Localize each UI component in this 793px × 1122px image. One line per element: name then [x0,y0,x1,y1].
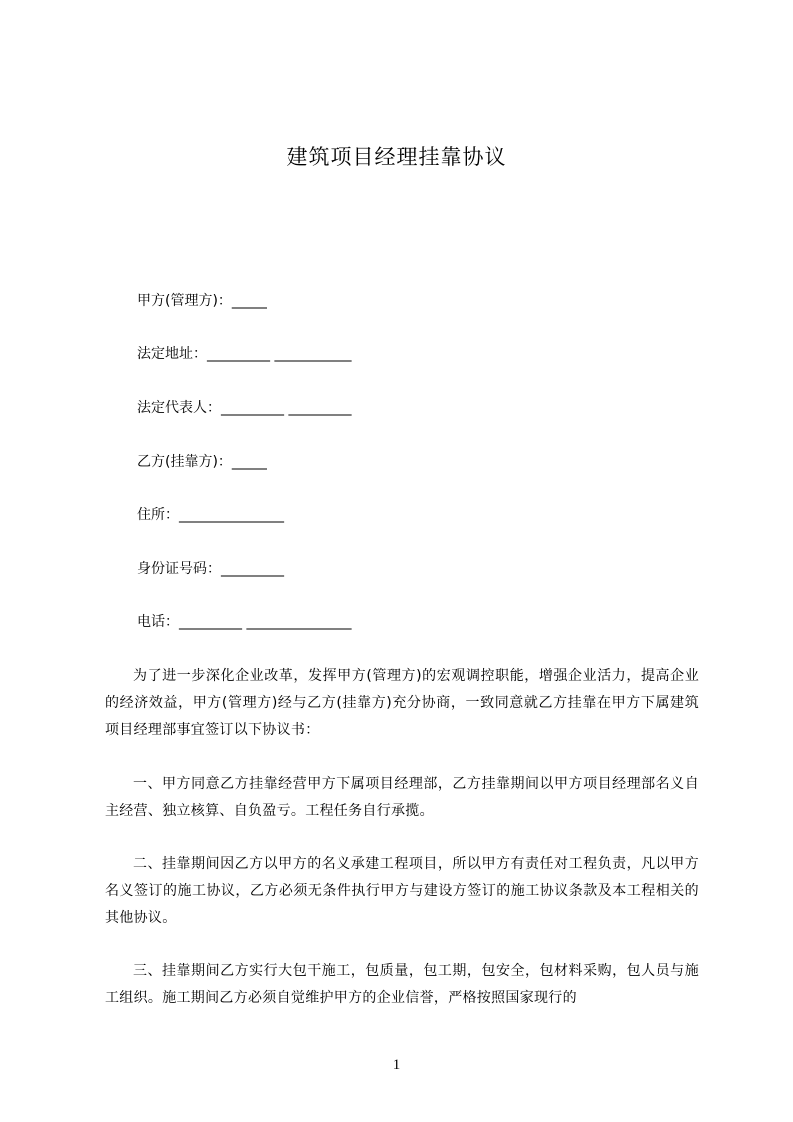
residence-field: 住所：_______________ [137,507,284,523]
preamble-paragraph: 为了进一步深化企业改革，发挥甲方(管理方)的宏观调控职能，增强企业活力，提高企业的经济效益，甲方(管理方)经与乙方(挂靠方)充分协商，一致同意就乙方挂靠在甲方下属建筑项目经理部事宜签订以下协议书： [105,668,699,738]
phone-field: 电话：_________ _______________ [137,614,352,630]
page-number: 1 [392,1057,401,1073]
party-b-name-field: 乙方(挂靠方)：_____ [137,454,267,470]
id-number-field: 身份证号码：_________ [137,561,284,577]
clause-3-paragraph: 三、挂靠期间乙方实行大包干施工，包质量，包工期，包安全，包材料采购，包人员与施工组织。施工期间乙方必须自觉维护甲方的企业信誉，严格按照国家现行的 [105,963,699,1006]
document-title: 建筑项目经理挂靠协议 [286,145,507,169]
party-a-name-field: 甲方(管理方)：_____ [137,293,267,309]
clause-1-paragraph: 一、甲方同意乙方挂靠经营甲方下属项目经理部，乙方挂靠期间以甲方项目经理部名义自主经营、独立核算、自负盈亏。工程任务自行承揽。 [105,776,699,819]
clause-2-paragraph: 二、挂靠期间因乙方以甲方的名义承建工程项目，所以甲方有责任对工程负责，凡以甲方名义签订的施工协议，乙方必须无条件执行甲方与建设方签订的施工协议条款及本工程相关的其他协议。 [105,856,699,926]
legal-representative-field: 法定代表人：_________ _________ [137,400,352,416]
legal-address-field: 法定地址：_________ ___________ [137,346,352,362]
